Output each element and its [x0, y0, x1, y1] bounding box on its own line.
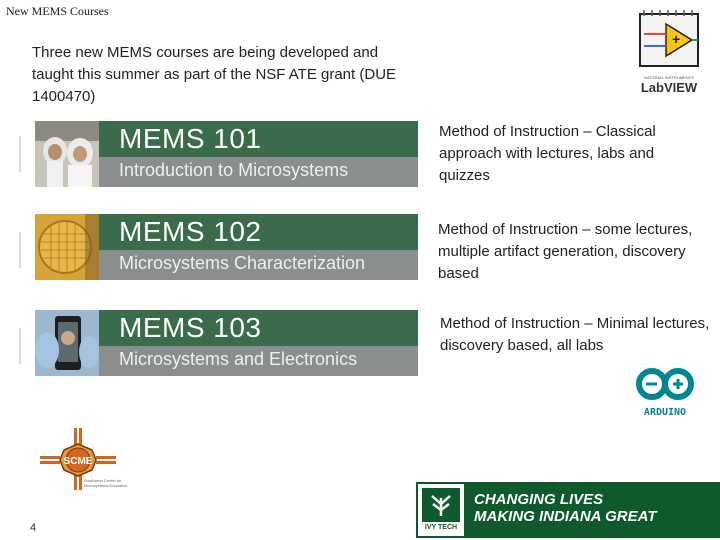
course-code: MEMS 102: [119, 216, 262, 247]
svg-text:+: +: [672, 31, 681, 47]
course-code: MEMS 103: [119, 312, 262, 343]
course-banner-102: [35, 214, 418, 280]
intro-text: Three new MEMS courses are being developed and taught this summer as part of the NSF ATE grant (DUE 1400470): [32, 44, 397, 105]
course-method: Method of Instruction – Classical approach with lectures, labs and quizzes: [439, 123, 656, 184]
slide-title: New MEMS Courses: [6, 4, 109, 18]
arduino-logo: [632, 366, 698, 416]
scme-logo: [38, 426, 138, 498]
ivy-tech-wordmark: IVY TECH: [424, 524, 458, 531]
course-method: Method of Instruction – some lectures, multiple artifact generation, discovery based: [438, 221, 693, 282]
bracket-decoration: [19, 328, 25, 364]
bracket-decoration: [19, 136, 25, 172]
course-method: Method of Instruction – Minimal lectures, discovery based, all labs: [440, 315, 710, 354]
footer-line-2: MAKING INDIANA GREAT: [474, 508, 657, 525]
footer-line-1: CHANGING LIVES: [474, 491, 604, 508]
smartphone-photo: [35, 310, 99, 376]
course-name: Microsystems and Electronics: [119, 349, 358, 369]
footer-banner: [416, 482, 720, 538]
labview-icon: [636, 10, 702, 70]
wafer-photo: [35, 214, 99, 280]
ivy-tech-logo: [416, 482, 466, 538]
page-number: 4: [30, 522, 37, 534]
labview-maker: NATIONAL INSTRUMENTS: [644, 75, 694, 80]
arduino-infinity-icon: [632, 366, 698, 402]
labview-logo: [636, 10, 702, 95]
course-code: MEMS 101: [119, 123, 262, 154]
course-name: Introduction to Microsystems: [119, 160, 349, 180]
course-name: Microsystems Characterization: [119, 253, 366, 273]
ivy-leaf-icon: [418, 486, 464, 524]
course-banner-103: [35, 310, 418, 376]
course-banner-101: [35, 121, 418, 187]
scme-caption: Southwest Center for Microsystems Education: [84, 478, 128, 488]
cleanroom-photo: [35, 121, 99, 187]
arduino-wordmark: ARDUINO: [643, 407, 687, 418]
svg-text:SCME: SCME: [63, 456, 93, 467]
labview-wordmark: LabVIEW: [640, 80, 698, 95]
bracket-decoration: [19, 232, 25, 268]
